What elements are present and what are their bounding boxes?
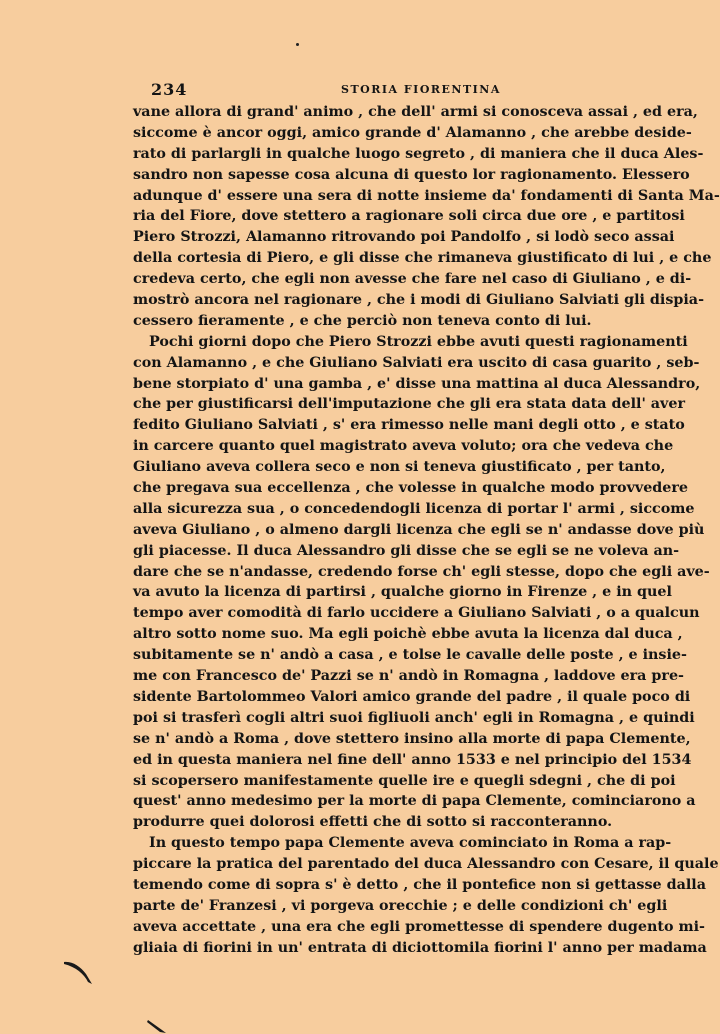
text-line: si scopersero manifestamente quelle ire e quegli sdegni , che di poi bbox=[133, 772, 676, 789]
paragraph-end-line: cessero fieramente , e che perciò non teneva conto di lui. bbox=[133, 312, 592, 329]
text-line: tempo aver comodità di farlo uccidere a Giuliano Salviati , o a qualcun bbox=[133, 605, 700, 622]
text-line: gli piacesse. Il duca Alessandro gli disse che se egli se ne voleva an- bbox=[133, 542, 680, 559]
body-text bbox=[133, 102, 720, 959]
text-line: della cortesia di Piero, e gli disse che rimaneva giustificato di lui , e che bbox=[133, 250, 712, 267]
text-line: subitamente se n' andò a casa , e tolse le cavalle delle poste , e insie- bbox=[133, 647, 687, 664]
paragraph-start-line: In questo tempo papa Clemente aveva cominciato in Roma a rap- bbox=[149, 835, 672, 852]
text-line: Piero Strozzi, Alamanno ritrovando poi Pandolfo , si lodò seco assai bbox=[133, 229, 675, 246]
text-line: mostrò ancora nel ragionare , che i modi di Giuliano Salviati gli dispia- bbox=[133, 292, 705, 309]
text-line: sidente Bartolommeo Valori amico grande del padre , il quale poco di bbox=[133, 688, 691, 705]
text-line: aveva Giuliano , o almeno dargli licenza che egli se n' andasse dove più bbox=[133, 521, 705, 538]
text-line: gliaia di fiorini in un' entrata di diciottomila fiorini l' anno per madama bbox=[133, 939, 707, 956]
text-line: me con Francesco de' Pazzi se n' andò in Romagna , laddove era pre- bbox=[133, 668, 684, 685]
text-line: Giuliano aveva collera seco e non si teneva giustificato , per tanto, bbox=[133, 459, 666, 476]
text-line: con Alamanno , e che Giuliano Salviati era uscito di casa guarito , seb- bbox=[133, 354, 700, 371]
paragraph-start-line: Pochi giorni dopo che Piero Strozzi ebbe avuti questi ragionamenti bbox=[149, 333, 688, 350]
text-line: siccome è ancor oggi, amico grande d' Alamanno , che arebbe deside- bbox=[133, 124, 692, 141]
text-line: va avuto la licenza di partirsi , qualche giorno in Firenze , e in quel bbox=[133, 584, 672, 601]
text-line: temendo come di sopra s' è detto , che il pontefice non si gettasse dalla bbox=[133, 876, 706, 893]
text-line: se n' andò a Roma , dove stettero insino alla morte di papa Clemente, bbox=[133, 730, 691, 747]
text-line: aveva accettate , una era che egli promettesse di spendere dugento mi- bbox=[133, 918, 705, 935]
text-line: vane allora di grand' animo , che dell' armi si conosceva assai , ed era, bbox=[133, 104, 698, 120]
text-line: parte de' Franzesi , vi porgeva orecchie ; e delle condizioni ch' egli bbox=[133, 897, 668, 914]
text-line: piccare la pratica del parentado del duca Alessandro con Cesare, il quale bbox=[133, 856, 719, 873]
ink-tick-mark bbox=[146, 1018, 168, 1034]
text-line: rato di parlargli in qualche luogo segreto , di maniera che il duca Ales- bbox=[133, 145, 704, 162]
running-title: STORIA FIORENTINA bbox=[341, 83, 501, 96]
text-line: che per giustificarsi dell'imputazione che gli era stata data dell' aver bbox=[133, 396, 685, 413]
text-line: altro sotto nome suo. Ma egli poichè ebbe avuta la licenza dal duca , bbox=[133, 626, 683, 643]
text-line: fedito Giuliano Salviati , s' era rimesso nelle mani degli otto , e stato bbox=[133, 417, 685, 434]
text-line: sandro non sapesse cosa alcuna di questo lor ragionamento. Elessero bbox=[133, 166, 690, 183]
ink-stroke-mark bbox=[64, 958, 94, 988]
text-line: alla sicurezza sua , o concedendogli licenza di portar l' armi , siccome bbox=[133, 500, 695, 517]
paragraph-end-line: produrre quei dolorosi effetti che di sotto si racconteranno. bbox=[133, 814, 613, 831]
text-line: che pregava sua eccellenza , che volesse in qualche modo provvedere bbox=[133, 480, 689, 497]
text-line: bene storpiato d' una gamba , e' disse una mattina al duca Alessandro, bbox=[133, 375, 701, 392]
text-line: dare che se n'andasse, credendo forse ch' egli stesse, dopo che egli ave- bbox=[133, 563, 710, 580]
text-line: in carcere quanto quel magistrato aveva voluto; ora che vedeva che bbox=[133, 438, 674, 455]
text-line: adunque d' essere una sera di notte insieme da' fondamenti di Santa Ma- bbox=[133, 187, 720, 204]
text-line: ed in questa maniera nel fine dell' anno 1533 e nel principio del 1534 bbox=[133, 751, 692, 768]
text-line: ria del Fiore, dove stettero a ragionare soli circa due ore , e partitosi bbox=[133, 208, 685, 225]
text-line: quest' anno medesimo per la morte di papa Clemente, cominciarono a bbox=[133, 793, 696, 810]
text-line: credeva certo, che egli non avesse che fare nel caso di Giuliano , e di- bbox=[133, 271, 692, 288]
page-number: 234 bbox=[151, 80, 188, 99]
ink-speck bbox=[296, 43, 299, 46]
text-line: poi si trasferì cogli altri suoi figliuoli anch' egli in Romagna , e quindi bbox=[133, 709, 695, 726]
page-header bbox=[133, 80, 653, 100]
